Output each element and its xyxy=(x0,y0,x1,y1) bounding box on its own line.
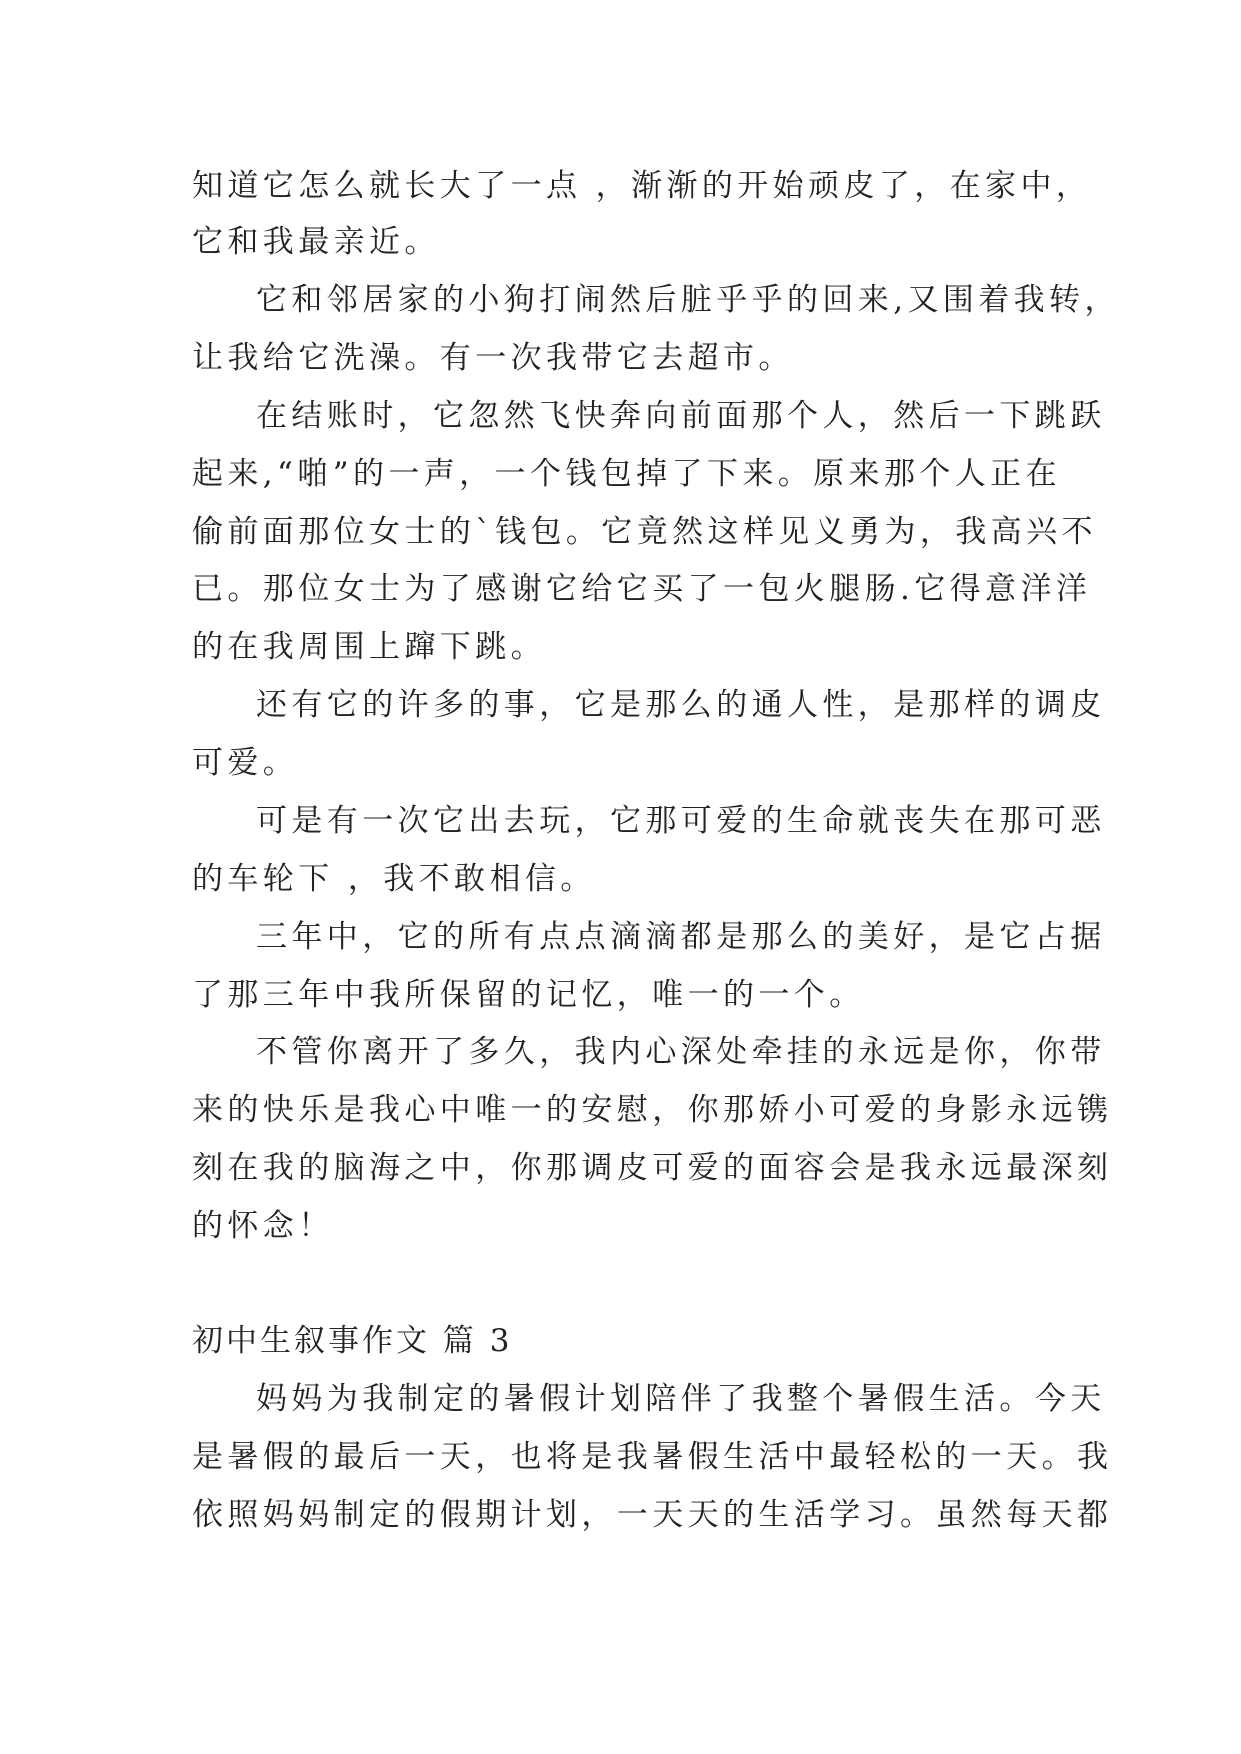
paragraph-line: 不管你离开了多久，我内心深处牵挂的永远是你，你带 xyxy=(256,1034,1106,1070)
paragraph-line: 它和邻居家的小狗打闹然后脏乎乎的回来,又围着我转， xyxy=(256,282,1120,318)
paragraph-line: 可是有一次它出去玩，它那可爱的生命就丧失在那可恶 xyxy=(256,803,1106,839)
paragraph-line: 是暑假的最后一天，也将是我暑假生活中最轻松的一天。我 xyxy=(192,1439,1113,1475)
paragraph-line: 三年中，它的所有点点滴滴都是那么的美好，是它占据 xyxy=(256,919,1106,955)
paragraph-line: 来的快乐是我心中唯一的安慰，你那娇小可爱的身影永远镌 xyxy=(192,1092,1113,1128)
paragraph-line: 已。那位女士为了感谢它给它买了一包火腿肠.它得意洋洋 xyxy=(192,571,1092,607)
paragraph-line: 妈妈为我制定的暑假计划陪伴了我整个暑假生活。今天 xyxy=(256,1381,1106,1417)
paragraph-line: 让我给它洗澡。有一次我带它去超市。 xyxy=(192,340,794,376)
paragraph-line: 还有它的许多的事，它是那么的通人性，是那样的调皮 xyxy=(256,687,1106,723)
section-heading: 初中生叙事作文 篇 3 xyxy=(192,1323,513,1359)
paragraph-line: 的在我周围上蹿下跳。 xyxy=(192,629,546,665)
paragraph-line: 偷前面那位女士的`钱包。它竟然这样见义勇为，我高兴不 xyxy=(192,514,1097,550)
paragraph-line: 可爱。 xyxy=(192,745,299,781)
paragraph-line: 的车轮下 ，我不敢相信。 xyxy=(192,861,596,897)
paragraph-line: 了那三年中我所保留的记忆，唯一的一个。 xyxy=(192,977,865,1013)
paragraph-line: 刻在我的脑海之中，你那调皮可爱的面容会是我永远最深刻 xyxy=(192,1150,1113,1186)
paragraph-line: 起来,“啪”的一声，一个钱包掉了下来。原来那个人正在 xyxy=(192,456,1061,492)
paragraph-line: 依照妈妈制定的假期计划，一天天的生活学习。虽然每天都 xyxy=(192,1497,1113,1533)
paragraph-line: 的怀念！ xyxy=(192,1208,334,1244)
paragraph-line: 知道它怎么就长大了一点 ，渐渐的开始顽皮了，在家中， xyxy=(192,168,1092,204)
paragraph-line: 在结账时，它忽然飞快奔向前面那个人，然后一下跳跃 xyxy=(256,398,1106,434)
paragraph-line: 它和我最亲近。 xyxy=(192,224,440,260)
